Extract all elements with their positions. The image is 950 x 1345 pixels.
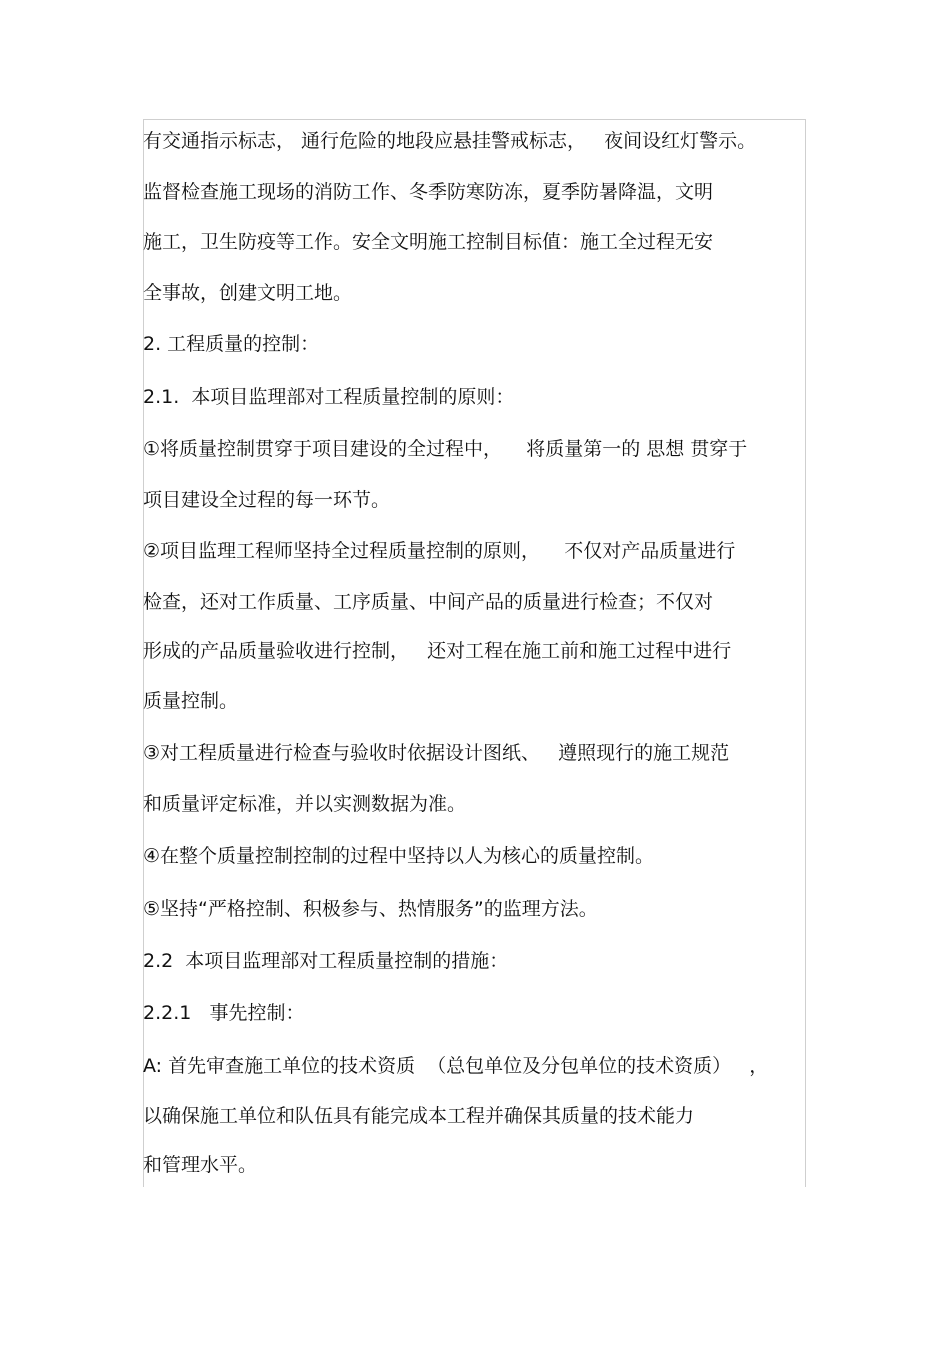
text-line-14: 和质量评定标准，并以实测数据为准。 xyxy=(143,793,467,815)
subsection-heading-2-2-1: 2.2.1 事先控制： xyxy=(143,1002,305,1024)
text-line-2: 监督检查施工现场的消防工作、冬季防寒防冻，夏季防暑降温，文明 xyxy=(143,181,714,203)
text-line-9: ②项目监理工程师坚持全过程质量控制的原则， 不仅对产品质量进行 xyxy=(143,540,736,562)
text-line-13: ③对工程质量进行检查与验收时依据设计图纸、 遵照现行的施工规范 xyxy=(143,742,730,764)
subsection-heading-2-2: 2.2 本项目监理部对工程质量控制的措施： xyxy=(143,950,509,972)
text-line-19: A: 首先审查施工单位的技术资质 （总包单位及分包单位的技术资质） ， xyxy=(143,1055,769,1077)
text-line-12: 质量控制。 xyxy=(143,690,239,712)
text-line-16: ⑤坚持“严格控制、积极参与、热情服务”的监理方法。 xyxy=(143,898,598,920)
section-heading-2: 2. 工程质量的控制： xyxy=(143,333,320,355)
text-line-4: 全事故，创建文明工地。 xyxy=(143,282,353,304)
text-line-20: 以确保施工单位和队伍具有能完成本工程并确保其质量的技术能力 xyxy=(143,1105,695,1127)
subsection-heading-2-1: 2.1. 本项目监理部对工程质量控制的原则： xyxy=(143,386,515,408)
text-line-1: 有交通指示标志， 通行危险的地段应悬挂警戒标志， 夜间设红灯警示。 xyxy=(143,130,757,152)
text-line-8: 项目建设全过程的每一环节。 xyxy=(143,489,391,511)
text-line-15: ④在整个质量控制控制的过程中坚持以人为核心的质量控制。 xyxy=(143,845,655,867)
text-line-3: 施工，卫生防疫等工作。安全文明施工控制目标值：施工全过程无安 xyxy=(143,231,714,253)
text-line-21: 和管理水平。 xyxy=(143,1154,258,1176)
text-line-7: ①将质量控制贯穿于项目建设的全过程中， 将质量第一的 思想 贯穿于 xyxy=(143,438,748,460)
text-line-10: 检查，还对工作质量、工序质量、中间产品的质量进行检查；不仅对 xyxy=(143,591,714,613)
text-line-11: 形成的产品质量验收进行控制， 还对工程在施工前和施工过程中进行 xyxy=(143,640,732,662)
